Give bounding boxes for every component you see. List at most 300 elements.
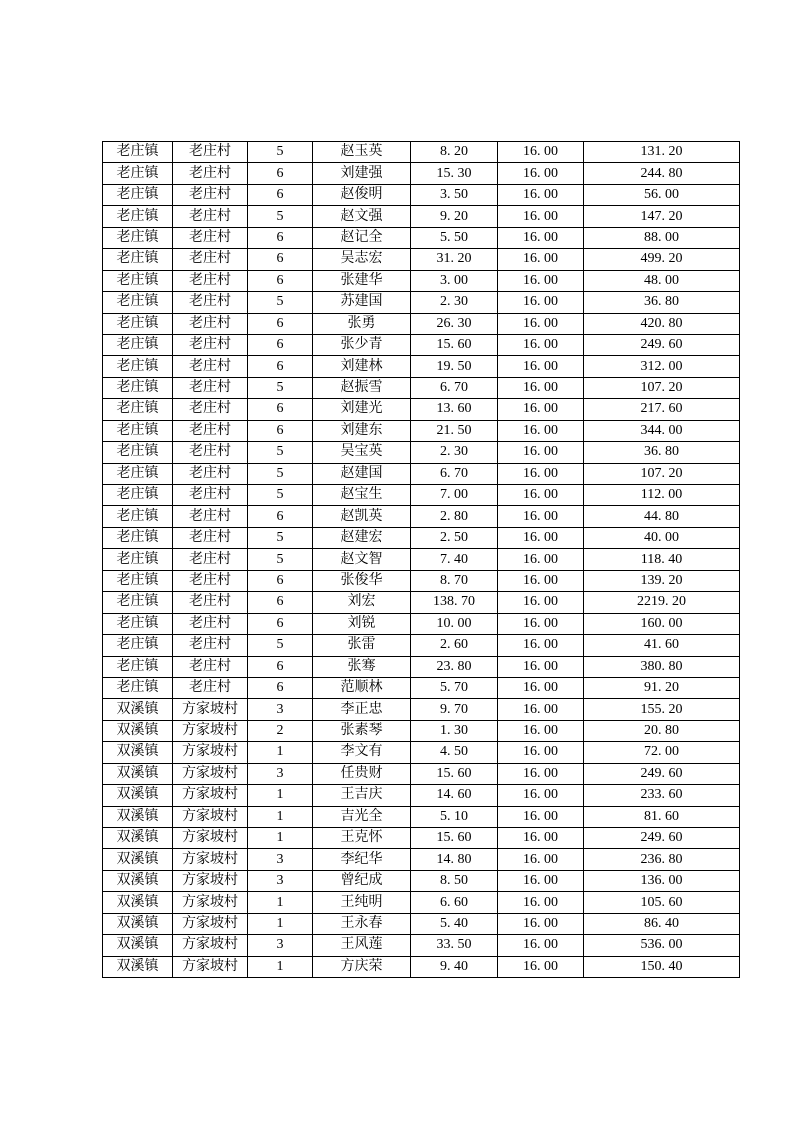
table-row [103,935,740,956]
table-cell: 16. 00 [498,935,584,956]
table-cell: 150. 40 [584,956,740,977]
table-cell: 老庄镇 [103,635,173,656]
table-cell: 56. 00 [584,184,740,205]
table-cell: 张勇 [313,313,411,334]
table-cell: 老庄村 [173,463,248,484]
table-cell: 3 [248,935,313,956]
table-cell: 方家坡村 [173,785,248,806]
table-cell: 老庄村 [173,142,248,163]
table-cell: 5 [248,442,313,463]
table-cell: 老庄村 [173,227,248,248]
table-cell: 老庄村 [173,206,248,227]
table-cell: 赵凯英 [313,506,411,527]
table-cell: 16. 00 [498,292,584,313]
table-cell: 499. 20 [584,249,740,270]
table-cell: 15. 60 [411,334,498,355]
table-cell: 老庄村 [173,334,248,355]
table-cell: 8. 70 [411,570,498,591]
table-row [103,292,740,313]
table-cell: 5 [248,549,313,570]
table-cell: 老庄村 [173,313,248,334]
table-row [103,420,740,441]
table-cell: 老庄村 [173,549,248,570]
table-cell: 赵宝生 [313,485,411,506]
table-cell: 5 [248,142,313,163]
table-row [103,270,740,291]
table-cell: 老庄村 [173,163,248,184]
table-cell: 赵记全 [313,227,411,248]
table-cell: 老庄镇 [103,163,173,184]
table-cell: 16. 00 [498,463,584,484]
table-cell: 112. 00 [584,485,740,506]
table-cell: 233. 60 [584,785,740,806]
table-cell: 136. 00 [584,870,740,891]
table-cell: 6 [248,613,313,634]
table-row [103,377,740,398]
table-cell: 16. 00 [498,742,584,763]
table-cell: 420. 80 [584,313,740,334]
table-cell: 41. 60 [584,635,740,656]
table-cell: 范顺林 [313,677,411,698]
table-cell: 3 [248,870,313,891]
table-cell: 刘建东 [313,420,411,441]
table-cell: 15. 60 [411,763,498,784]
table-cell: 方家坡村 [173,935,248,956]
table-cell: 张素琴 [313,720,411,741]
table-cell: 方家坡村 [173,870,248,891]
table-cell: 5 [248,485,313,506]
table-cell: 老庄村 [173,677,248,698]
table-cell: 86. 40 [584,913,740,934]
table-cell: 2. 30 [411,292,498,313]
table-cell: 48. 00 [584,270,740,291]
table-cell: 4. 50 [411,742,498,763]
table-cell: 139. 20 [584,570,740,591]
table-cell: 6 [248,163,313,184]
table-cell: 6 [248,677,313,698]
table-cell: 1 [248,913,313,934]
table-row [103,142,740,163]
table-cell: 刘建光 [313,399,411,420]
table-cell: 双溪镇 [103,935,173,956]
table-cell: 155. 20 [584,699,740,720]
table-cell: 双溪镇 [103,870,173,891]
table-cell: 160. 00 [584,613,740,634]
table-cell: 16. 00 [498,699,584,720]
table-cell: 老庄村 [173,249,248,270]
table-cell: 21. 50 [411,420,498,441]
table-cell: 双溪镇 [103,785,173,806]
table-cell: 16. 00 [498,527,584,548]
table-cell: 老庄村 [173,356,248,377]
table-cell: 6 [248,227,313,248]
table-cell: 赵文智 [313,549,411,570]
table-cell: 16. 00 [498,849,584,870]
table-cell: 5 [248,635,313,656]
table-cell: 李纪华 [313,849,411,870]
table-cell: 老庄镇 [103,442,173,463]
table-cell: 6 [248,399,313,420]
table-cell: 赵振雪 [313,377,411,398]
table-cell: 1 [248,785,313,806]
table-row [103,249,740,270]
table-cell: 双溪镇 [103,913,173,934]
table-cell: 老庄村 [173,292,248,313]
table-cell: 老庄镇 [103,570,173,591]
table-cell: 方家坡村 [173,828,248,849]
table-cell: 老庄村 [173,184,248,205]
table-cell: 刘宏 [313,592,411,613]
table-cell: 16. 00 [498,613,584,634]
table-cell: 19. 50 [411,356,498,377]
table-cell: 6 [248,656,313,677]
table-cell: 16. 00 [498,656,584,677]
table-cell: 1 [248,806,313,827]
table-cell: 6. 70 [411,377,498,398]
table-cell: 王风莲 [313,935,411,956]
table-cell: 老庄村 [173,485,248,506]
table-row [103,677,740,698]
table-cell: 16. 00 [498,334,584,355]
table-cell: 5. 40 [411,913,498,934]
table-cell: 16. 00 [498,442,584,463]
table-cell: 吴志宏 [313,249,411,270]
table-row [103,549,740,570]
table-cell: 刘建林 [313,356,411,377]
table-cell: 23. 80 [411,656,498,677]
table-body [103,142,740,978]
table-cell: 双溪镇 [103,763,173,784]
table-row [103,913,740,934]
table-cell: 5 [248,206,313,227]
table-cell: 16. 00 [498,506,584,527]
table-cell: 31. 20 [411,249,498,270]
table-cell: 赵文强 [313,206,411,227]
table-cell: 6 [248,313,313,334]
table-cell: 老庄村 [173,656,248,677]
table-cell: 方家坡村 [173,742,248,763]
table-cell: 2219. 20 [584,592,740,613]
table-cell: 107. 20 [584,463,740,484]
table-cell: 赵建国 [313,463,411,484]
table-cell: 9. 20 [411,206,498,227]
table-row [103,699,740,720]
table-cell: 5 [248,527,313,548]
table-cell: 1 [248,892,313,913]
table-cell: 20. 80 [584,720,740,741]
table-cell: 老庄镇 [103,292,173,313]
table-cell: 双溪镇 [103,720,173,741]
table-cell: 张建华 [313,270,411,291]
table-cell: 老庄村 [173,270,248,291]
table-cell: 张俊华 [313,570,411,591]
table-cell: 老庄村 [173,527,248,548]
table-cell: 6 [248,356,313,377]
table-row [103,763,740,784]
table-cell: 14. 60 [411,785,498,806]
table-cell: 赵俊明 [313,184,411,205]
table-cell: 双溪镇 [103,956,173,977]
table-cell: 王永春 [313,913,411,934]
table-cell: 88. 00 [584,227,740,248]
table-cell: 6 [248,592,313,613]
table-cell: 380. 80 [584,656,740,677]
table-cell: 老庄镇 [103,506,173,527]
table-cell: 5. 50 [411,227,498,248]
table-row [103,527,740,548]
table-cell: 16. 00 [498,377,584,398]
table-cell: 双溪镇 [103,892,173,913]
table-cell: 老庄村 [173,635,248,656]
table-cell: 老庄镇 [103,227,173,248]
table-row [103,313,740,334]
table-cell: 6 [248,334,313,355]
table-cell: 16. 00 [498,720,584,741]
table-cell: 张雷 [313,635,411,656]
table-cell: 1. 30 [411,720,498,741]
table-cell: 147. 20 [584,206,740,227]
table-cell: 7. 00 [411,485,498,506]
table-cell: 苏建国 [313,292,411,313]
table-row [103,485,740,506]
table-cell: 6. 60 [411,892,498,913]
table-cell: 6 [248,420,313,441]
table-row [103,399,740,420]
table-cell: 老庄村 [173,570,248,591]
table-cell: 双溪镇 [103,806,173,827]
table-cell: 8. 20 [411,142,498,163]
table-cell: 6 [248,570,313,591]
table-cell: 老庄镇 [103,485,173,506]
table-cell: 15. 60 [411,828,498,849]
table-row [103,163,740,184]
table-row [103,828,740,849]
table-cell: 老庄镇 [103,420,173,441]
table-cell: 方庆荣 [313,956,411,977]
table-cell: 方家坡村 [173,913,248,934]
table-cell: 16. 00 [498,270,584,291]
table-cell: 15. 30 [411,163,498,184]
table-cell: 8. 50 [411,870,498,891]
table-row [103,956,740,977]
table-cell: 5. 10 [411,806,498,827]
table-row [103,806,740,827]
table-cell: 张骞 [313,656,411,677]
table-cell: 16. 00 [498,227,584,248]
table-cell: 16. 00 [498,913,584,934]
table-cell: 16. 00 [498,828,584,849]
table-row [103,656,740,677]
table-cell: 16. 00 [498,677,584,698]
table-cell: 16. 00 [498,356,584,377]
table-row [103,892,740,913]
table-cell: 老庄村 [173,420,248,441]
table-cell: 老庄镇 [103,334,173,355]
table-row [103,442,740,463]
table-cell: 老庄村 [173,399,248,420]
table-cell: 16. 00 [498,485,584,506]
table-cell: 方家坡村 [173,849,248,870]
table-cell: 老庄镇 [103,184,173,205]
table-row [103,613,740,634]
table-cell: 312. 00 [584,356,740,377]
table-row [103,227,740,248]
table-cell: 217. 60 [584,399,740,420]
table-cell: 5 [248,377,313,398]
table-cell: 138. 70 [411,592,498,613]
table-cell: 1 [248,742,313,763]
table-cell: 3. 50 [411,184,498,205]
table-cell: 双溪镇 [103,699,173,720]
table-row [103,785,740,806]
table-cell: 方家坡村 [173,956,248,977]
table-cell: 244. 80 [584,163,740,184]
table-cell: 236. 80 [584,849,740,870]
table-cell: 老庄镇 [103,463,173,484]
table-cell: 张少青 [313,334,411,355]
table-cell: 老庄镇 [103,270,173,291]
table-cell: 72. 00 [584,742,740,763]
table-row [103,742,740,763]
table-cell: 李文有 [313,742,411,763]
table-cell: 6. 70 [411,463,498,484]
table-cell: 老庄村 [173,506,248,527]
table-cell: 1 [248,956,313,977]
table-cell: 16. 00 [498,635,584,656]
table-cell: 16. 00 [498,163,584,184]
table-cell: 9. 40 [411,956,498,977]
table-cell: 5 [248,463,313,484]
table-cell: 方家坡村 [173,806,248,827]
table-cell: 16. 00 [498,785,584,806]
table-cell: 16. 00 [498,184,584,205]
table-cell: 吴宝英 [313,442,411,463]
table-cell: 3 [248,849,313,870]
table-row [103,506,740,527]
table-cell: 16. 00 [498,892,584,913]
table-cell: 131. 20 [584,142,740,163]
table-cell: 老庄镇 [103,527,173,548]
table-cell: 5. 70 [411,677,498,698]
table-cell: 14. 80 [411,849,498,870]
table-cell: 249. 60 [584,828,740,849]
table-cell: 1 [248,828,313,849]
table-row [103,463,740,484]
table-cell: 9. 70 [411,699,498,720]
table-cell: 10. 00 [411,613,498,634]
table-cell: 2. 30 [411,442,498,463]
table-cell: 老庄镇 [103,399,173,420]
table-row [103,334,740,355]
table-cell: 老庄村 [173,377,248,398]
payment-table [102,141,740,978]
table-cell: 16. 00 [498,249,584,270]
table-cell: 33. 50 [411,935,498,956]
table-cell: 刘建强 [313,163,411,184]
table-row [103,635,740,656]
table-cell: 13. 60 [411,399,498,420]
table-cell: 6 [248,270,313,291]
table-cell: 双溪镇 [103,828,173,849]
table-cell: 16. 00 [498,763,584,784]
table-cell: 249. 60 [584,334,740,355]
table-row [103,849,740,870]
table-cell: 44. 80 [584,506,740,527]
table-row [103,356,740,377]
table-cell: 7. 40 [411,549,498,570]
table-cell: 3 [248,699,313,720]
table-cell: 王吉庆 [313,785,411,806]
table-cell: 105. 60 [584,892,740,913]
table-cell: 方家坡村 [173,892,248,913]
table-cell: 6 [248,506,313,527]
table-cell: 2. 60 [411,635,498,656]
table-cell: 16. 00 [498,313,584,334]
table-cell: 36. 80 [584,292,740,313]
table-cell: 16. 00 [498,399,584,420]
table-cell: 16. 00 [498,570,584,591]
table-cell: 344. 00 [584,420,740,441]
table-cell: 16. 00 [498,870,584,891]
table-cell: 40. 00 [584,527,740,548]
table-row [103,870,740,891]
table-cell: 16. 00 [498,592,584,613]
table-row [103,206,740,227]
table-cell: 老庄镇 [103,356,173,377]
table-cell: 方家坡村 [173,763,248,784]
table-cell: 老庄村 [173,613,248,634]
table-cell: 91. 20 [584,677,740,698]
table-cell: 方家坡村 [173,720,248,741]
table-cell: 刘锐 [313,613,411,634]
table-cell: 107. 20 [584,377,740,398]
table-row [103,592,740,613]
table-cell: 老庄镇 [103,549,173,570]
table-cell: 王克怀 [313,828,411,849]
table-cell: 双溪镇 [103,742,173,763]
table-cell: 赵玉英 [313,142,411,163]
table-cell: 吉光全 [313,806,411,827]
table-cell: 26. 30 [411,313,498,334]
table-cell: 老庄镇 [103,592,173,613]
table-cell: 2. 80 [411,506,498,527]
table-cell: 双溪镇 [103,849,173,870]
table-cell: 老庄村 [173,442,248,463]
table-cell: 老庄镇 [103,656,173,677]
table-cell: 老庄村 [173,592,248,613]
table-cell: 118. 40 [584,549,740,570]
table-cell: 3. 00 [411,270,498,291]
table-row [103,184,740,205]
table-row [103,570,740,591]
table-cell: 3 [248,763,313,784]
table-cell: 16. 00 [498,549,584,570]
table-cell: 16. 00 [498,956,584,977]
table-cell: 36. 80 [584,442,740,463]
table-cell: 方家坡村 [173,699,248,720]
table-cell: 任贵财 [313,763,411,784]
table-cell: 老庄镇 [103,677,173,698]
table-cell: 16. 00 [498,142,584,163]
table-cell: 16. 00 [498,420,584,441]
table-cell: 老庄镇 [103,249,173,270]
table-cell: 536. 00 [584,935,740,956]
table-cell: 曾纪成 [313,870,411,891]
table-cell: 2. 50 [411,527,498,548]
table-cell: 赵建宏 [313,527,411,548]
table-cell: 16. 00 [498,206,584,227]
table-cell: 81. 60 [584,806,740,827]
